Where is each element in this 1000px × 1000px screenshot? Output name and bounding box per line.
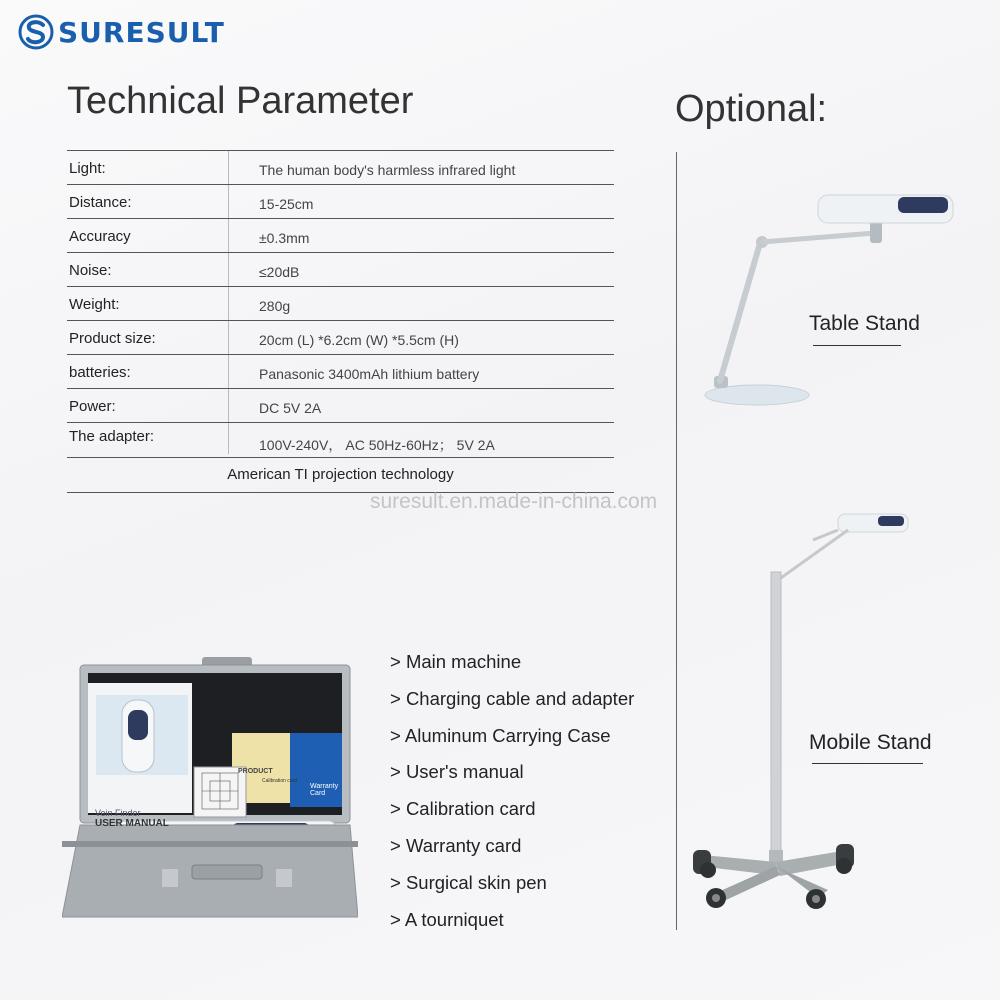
- brand-logo: [18, 14, 225, 50]
- technical-parameter-title: Technical Parameter: [67, 80, 414, 122]
- param-value: The human body's harmless infrared light: [259, 162, 516, 178]
- table-row: [67, 321, 614, 355]
- warranty-card-label: Warranty Card: [310, 783, 339, 797]
- list-item: > Warranty card: [390, 834, 522, 856]
- calibration-card-label: Calibration card: [262, 778, 298, 784]
- param-value: Panasonic 3400mAh lithium battery: [259, 366, 480, 382]
- table-row: [67, 423, 614, 458]
- list-item: > User's manual: [390, 761, 524, 783]
- param-key: Distance:: [69, 194, 132, 211]
- list-item: > Charging cable and adapter: [390, 687, 635, 709]
- vertical-divider: [676, 152, 677, 930]
- carrying-case-image: [62, 655, 358, 923]
- product-card-label: PRODUCT: [238, 768, 273, 775]
- param-key: Power:: [69, 398, 116, 415]
- table-stand-label: Table Stand: [809, 312, 920, 335]
- manual-label: USER MANUAL: [95, 818, 169, 829]
- table-row: [67, 185, 614, 219]
- brand-s-icon: [18, 14, 54, 50]
- param-key: Accuracy: [69, 228, 131, 245]
- table-footer-text: American TI projection technology: [227, 466, 454, 483]
- mobile-stand-label: Mobile Stand: [809, 731, 932, 754]
- watermark: suresult.en.made-in-china.com: [370, 490, 658, 513]
- mobile-stand-image: [688, 510, 918, 915]
- package-list: [390, 650, 634, 944]
- param-value: 20cm (L) *6.2cm (W) *5.5cm (H): [259, 332, 459, 348]
- list-item: > Calibration card: [390, 798, 536, 820]
- optional-title: Optional:: [675, 88, 828, 130]
- param-value: 100V-240V， AC 50Hz-60Hz； 5V 2A: [259, 437, 495, 453]
- list-item: > Surgical skin pen: [390, 871, 547, 893]
- table-row: [67, 287, 614, 321]
- list-item: > Main machine: [390, 651, 522, 672]
- manual-sub-label: Vein Finder: [95, 808, 141, 818]
- param-value: ±0.3mm: [259, 230, 310, 246]
- param-key: Product size:: [69, 330, 156, 347]
- table-row: [67, 150, 614, 185]
- table-row: [67, 355, 614, 389]
- param-key: The adapter:: [69, 428, 155, 445]
- table-row: [67, 219, 614, 253]
- table-row: [67, 253, 614, 287]
- table-stand-underline: [813, 345, 901, 346]
- mobile-stand-underline: [812, 763, 923, 764]
- list-item: > Aluminum Carrying Case: [390, 724, 611, 746]
- table-stand-image: [700, 185, 960, 410]
- table-footer-row: [67, 458, 614, 493]
- param-value: DC 5V 2A: [259, 400, 322, 416]
- brand-name: SURESULT: [58, 15, 225, 49]
- param-key: Weight:: [69, 296, 120, 313]
- param-key: Noise:: [69, 262, 112, 279]
- param-key: batteries:: [69, 364, 131, 381]
- param-key: Light:: [69, 160, 106, 177]
- list-item: > A tourniquet: [390, 908, 504, 930]
- param-value: 15-25cm: [259, 196, 314, 212]
- param-value: 280g: [259, 298, 291, 314]
- table-row: [67, 389, 614, 423]
- parameter-table: [67, 150, 614, 493]
- param-value: ≤20dB: [259, 264, 300, 280]
